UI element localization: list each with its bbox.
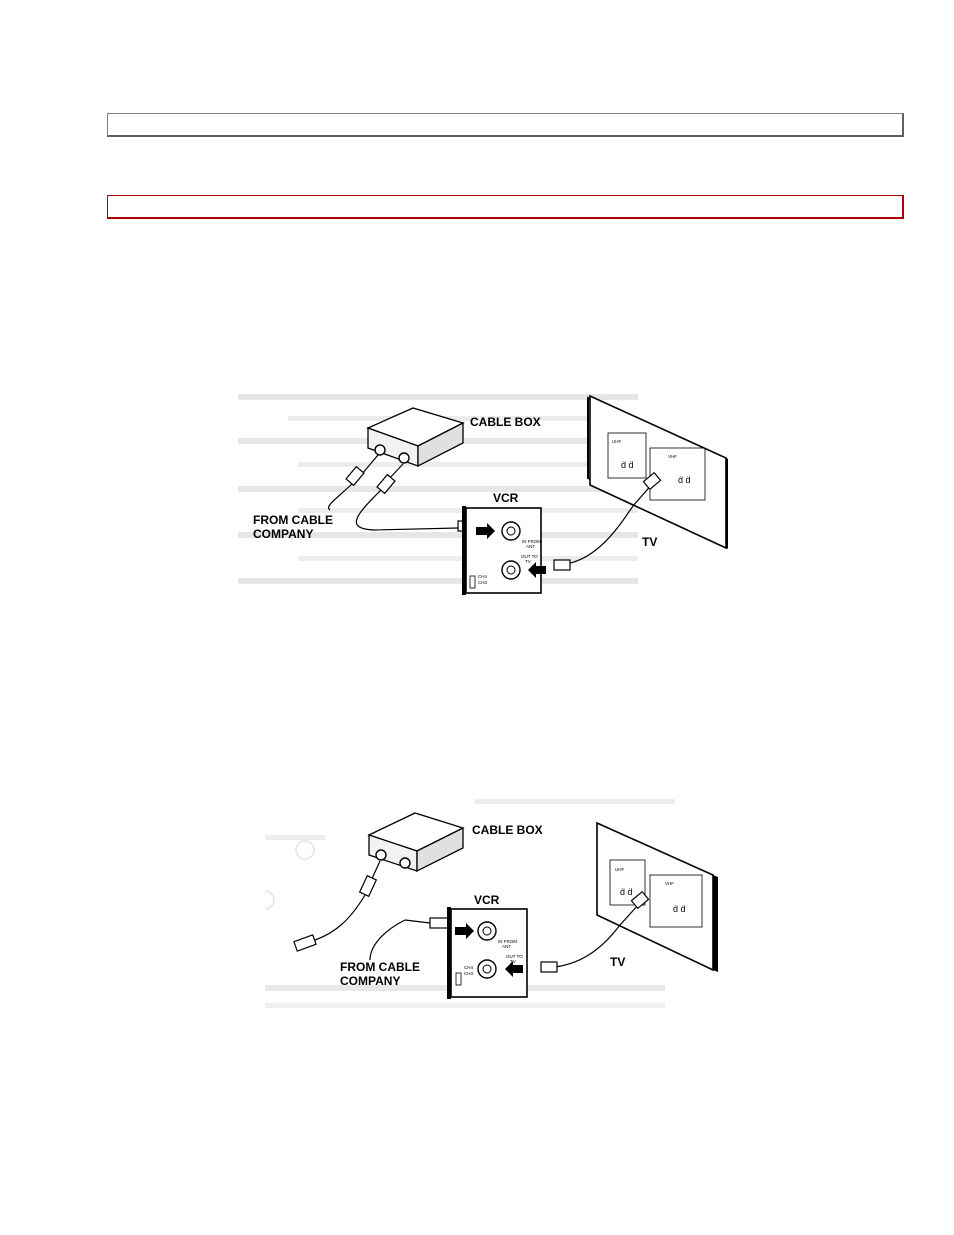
in-from-ant-2: ANT [526,544,535,549]
nav-bar-top [107,113,904,137]
nav-bar-red [107,195,904,219]
svg-text:ḋ ḋ: ḋ ḋ [620,887,633,897]
cable-box-label: CABLE BOX [472,823,543,837]
vcr-label: VCR [474,893,500,907]
cable-box [369,813,463,871]
figure-1-svg [238,388,728,603]
in-from-ant-1: IN FROM [498,939,517,944]
in-from-ant-1: IN FROM [522,539,541,544]
in-from-ant-2: ANT [502,944,511,949]
ch3-label: CH3 [478,580,488,585]
svg-text:ḋ ḋ: ḋ ḋ [621,460,634,470]
figure-1-diagram [238,388,728,603]
out-to-tv-2: TV [510,959,516,964]
channel-switch [470,576,475,588]
from-cable-label-2: COMPANY [253,527,314,541]
ch4-label: CH4 [464,965,474,970]
svg-text:ḋ ḋ: ḋ ḋ [673,904,686,914]
out-to-tv-2: TV [525,559,531,564]
ch4-label: CH4 [478,574,488,579]
vcr-label: VCR [493,491,519,505]
vcr-panel [447,907,527,999]
tv-label: TV [610,955,626,969]
figure-2-svg [265,795,725,1010]
tv-label: TV [642,535,658,549]
out-to-tv-1: OUT TO [506,954,523,959]
vcr-panel [462,506,546,595]
tv-wall-plate [597,823,718,972]
cable-box-label: CABLE BOX [470,415,541,429]
from-cable-label-1: FROM CABLE [253,513,333,527]
uhf-label: UHF [615,867,625,872]
uhf-label: UHF [612,439,622,444]
from-cable-label-1: FROM CABLE [340,960,420,974]
ch3-label: CH3 [464,971,474,976]
svg-text:ḋ ḋ: ḋ ḋ [678,475,691,485]
vhf-label: VHF [668,454,677,459]
vhf-label: VHF [665,881,674,886]
channel-switch [456,973,461,985]
out-to-tv-1: OUT TO [521,554,538,559]
figure-2-diagram [265,795,725,1010]
from-cable-label-2: COMPANY [340,974,401,988]
tv-wall-plate [588,396,728,550]
